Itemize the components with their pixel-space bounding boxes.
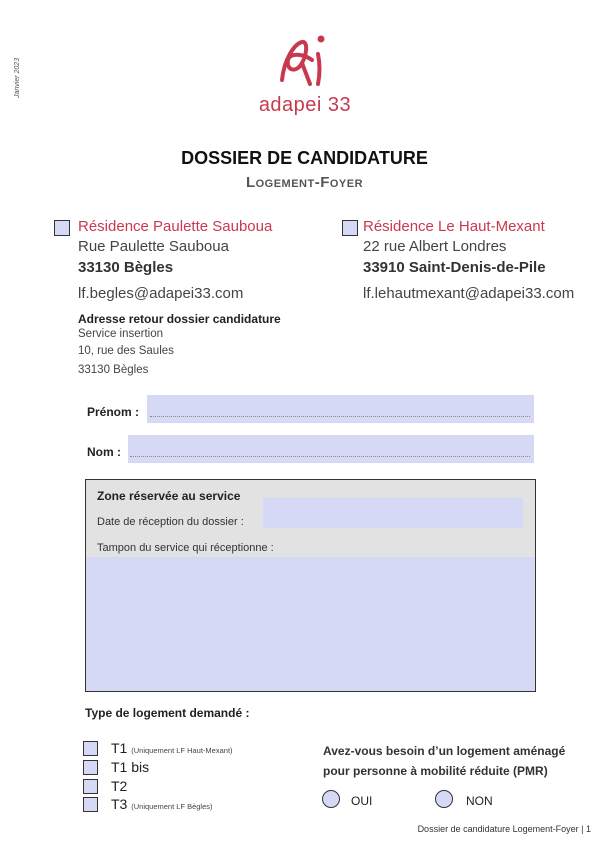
service-zone-header: [86, 480, 535, 557]
residence-2-checkbox[interactable]: [342, 220, 358, 236]
housing-option-t1bis-label: T1 bis: [111, 759, 150, 775]
return-address-title: Adresse retour dossier candidature: [78, 312, 281, 326]
housing-type-title: Type de logement demandé :: [85, 706, 250, 720]
pmr-no-label: NON: [466, 794, 493, 808]
first-name-label: Prénom :: [87, 405, 140, 419]
pmr-question-line-2: pour personne à mobilité réduite (PMR): [323, 764, 548, 778]
side-date-text: Janvier 2023: [14, 57, 21, 98]
housing-option-t3-label: T3: [111, 796, 128, 812]
residence-1-city: 33130 Bègles: [78, 259, 174, 276]
housing-option-t1-note: (Uniquement LF Haut-Mexant): [131, 746, 233, 755]
service-zone-title: Zone réservée au service: [97, 489, 241, 503]
last-name-dotted-line: [130, 456, 530, 457]
pmr-no-radio[interactable]: [435, 790, 453, 808]
last-name-input[interactable]: [128, 435, 534, 463]
return-address-line-2: 10, rue des Saules: [78, 345, 174, 357]
pmr-question: [323, 741, 603, 781]
side-date: [14, 48, 28, 98]
reception-date-input[interactable]: [263, 498, 523, 528]
stamp-label: Tampon du service qui réceptionne :: [97, 542, 274, 554]
pmr-question-line-1: Avez-vous besoin d’un logement aménagé: [323, 744, 566, 758]
pmr-yes-radio[interactable]: [322, 790, 340, 808]
return-address-line-1: Service insertion: [78, 328, 164, 340]
logo-text: adapei 33: [258, 94, 352, 116]
residence-1-checkbox[interactable]: [54, 220, 70, 236]
housing-option-t3-checkbox[interactable]: [83, 797, 98, 812]
housing-option-t1-checkbox[interactable]: [83, 741, 98, 756]
housing-option-t1bis-checkbox[interactable]: [83, 760, 98, 775]
first-name-input[interactable]: [147, 395, 534, 423]
residence-2-street: 22 rue Albert Londres: [363, 238, 507, 255]
adapei-logo-icon: [274, 30, 336, 92]
housing-option-t3-note: (Uniquement LF Bègles): [131, 802, 213, 811]
residence-2-name: Résidence Le Haut-Mexant: [363, 218, 545, 235]
pmr-yes-label: OUI: [351, 794, 373, 808]
residence-2-email: lf.lehautmexant@adapei33.com: [363, 285, 575, 302]
housing-option-t2-label: T2: [111, 778, 128, 794]
last-name-label: Nom :: [87, 445, 121, 459]
reception-date-label: Date de réception du dossier :: [97, 516, 244, 528]
page-footer: Dossier de candidature Logement-Foyer | 1: [417, 824, 591, 834]
housing-option-t1-label: T1: [111, 740, 128, 756]
document-subtitle: Logement-Foyer: [245, 174, 364, 191]
document-title: DOSSIER DE CANDIDATURE: [181, 148, 428, 168]
adapei-logo: [250, 30, 360, 125]
residence-1-name: Résidence Paulette Sauboua: [78, 218, 273, 235]
service-zone: [85, 479, 536, 692]
first-name-dotted-line: [150, 416, 530, 417]
residence-2-city: 33910 Saint-Denis-de-Pile: [363, 259, 546, 276]
residence-1-email: lf.begles@adapei33.com: [78, 285, 244, 302]
residence-1-street: Rue Paulette Sauboua: [78, 238, 229, 255]
housing-option-t2-checkbox[interactable]: [83, 779, 98, 794]
return-address-line-3: 33130 Bègles: [78, 364, 149, 376]
